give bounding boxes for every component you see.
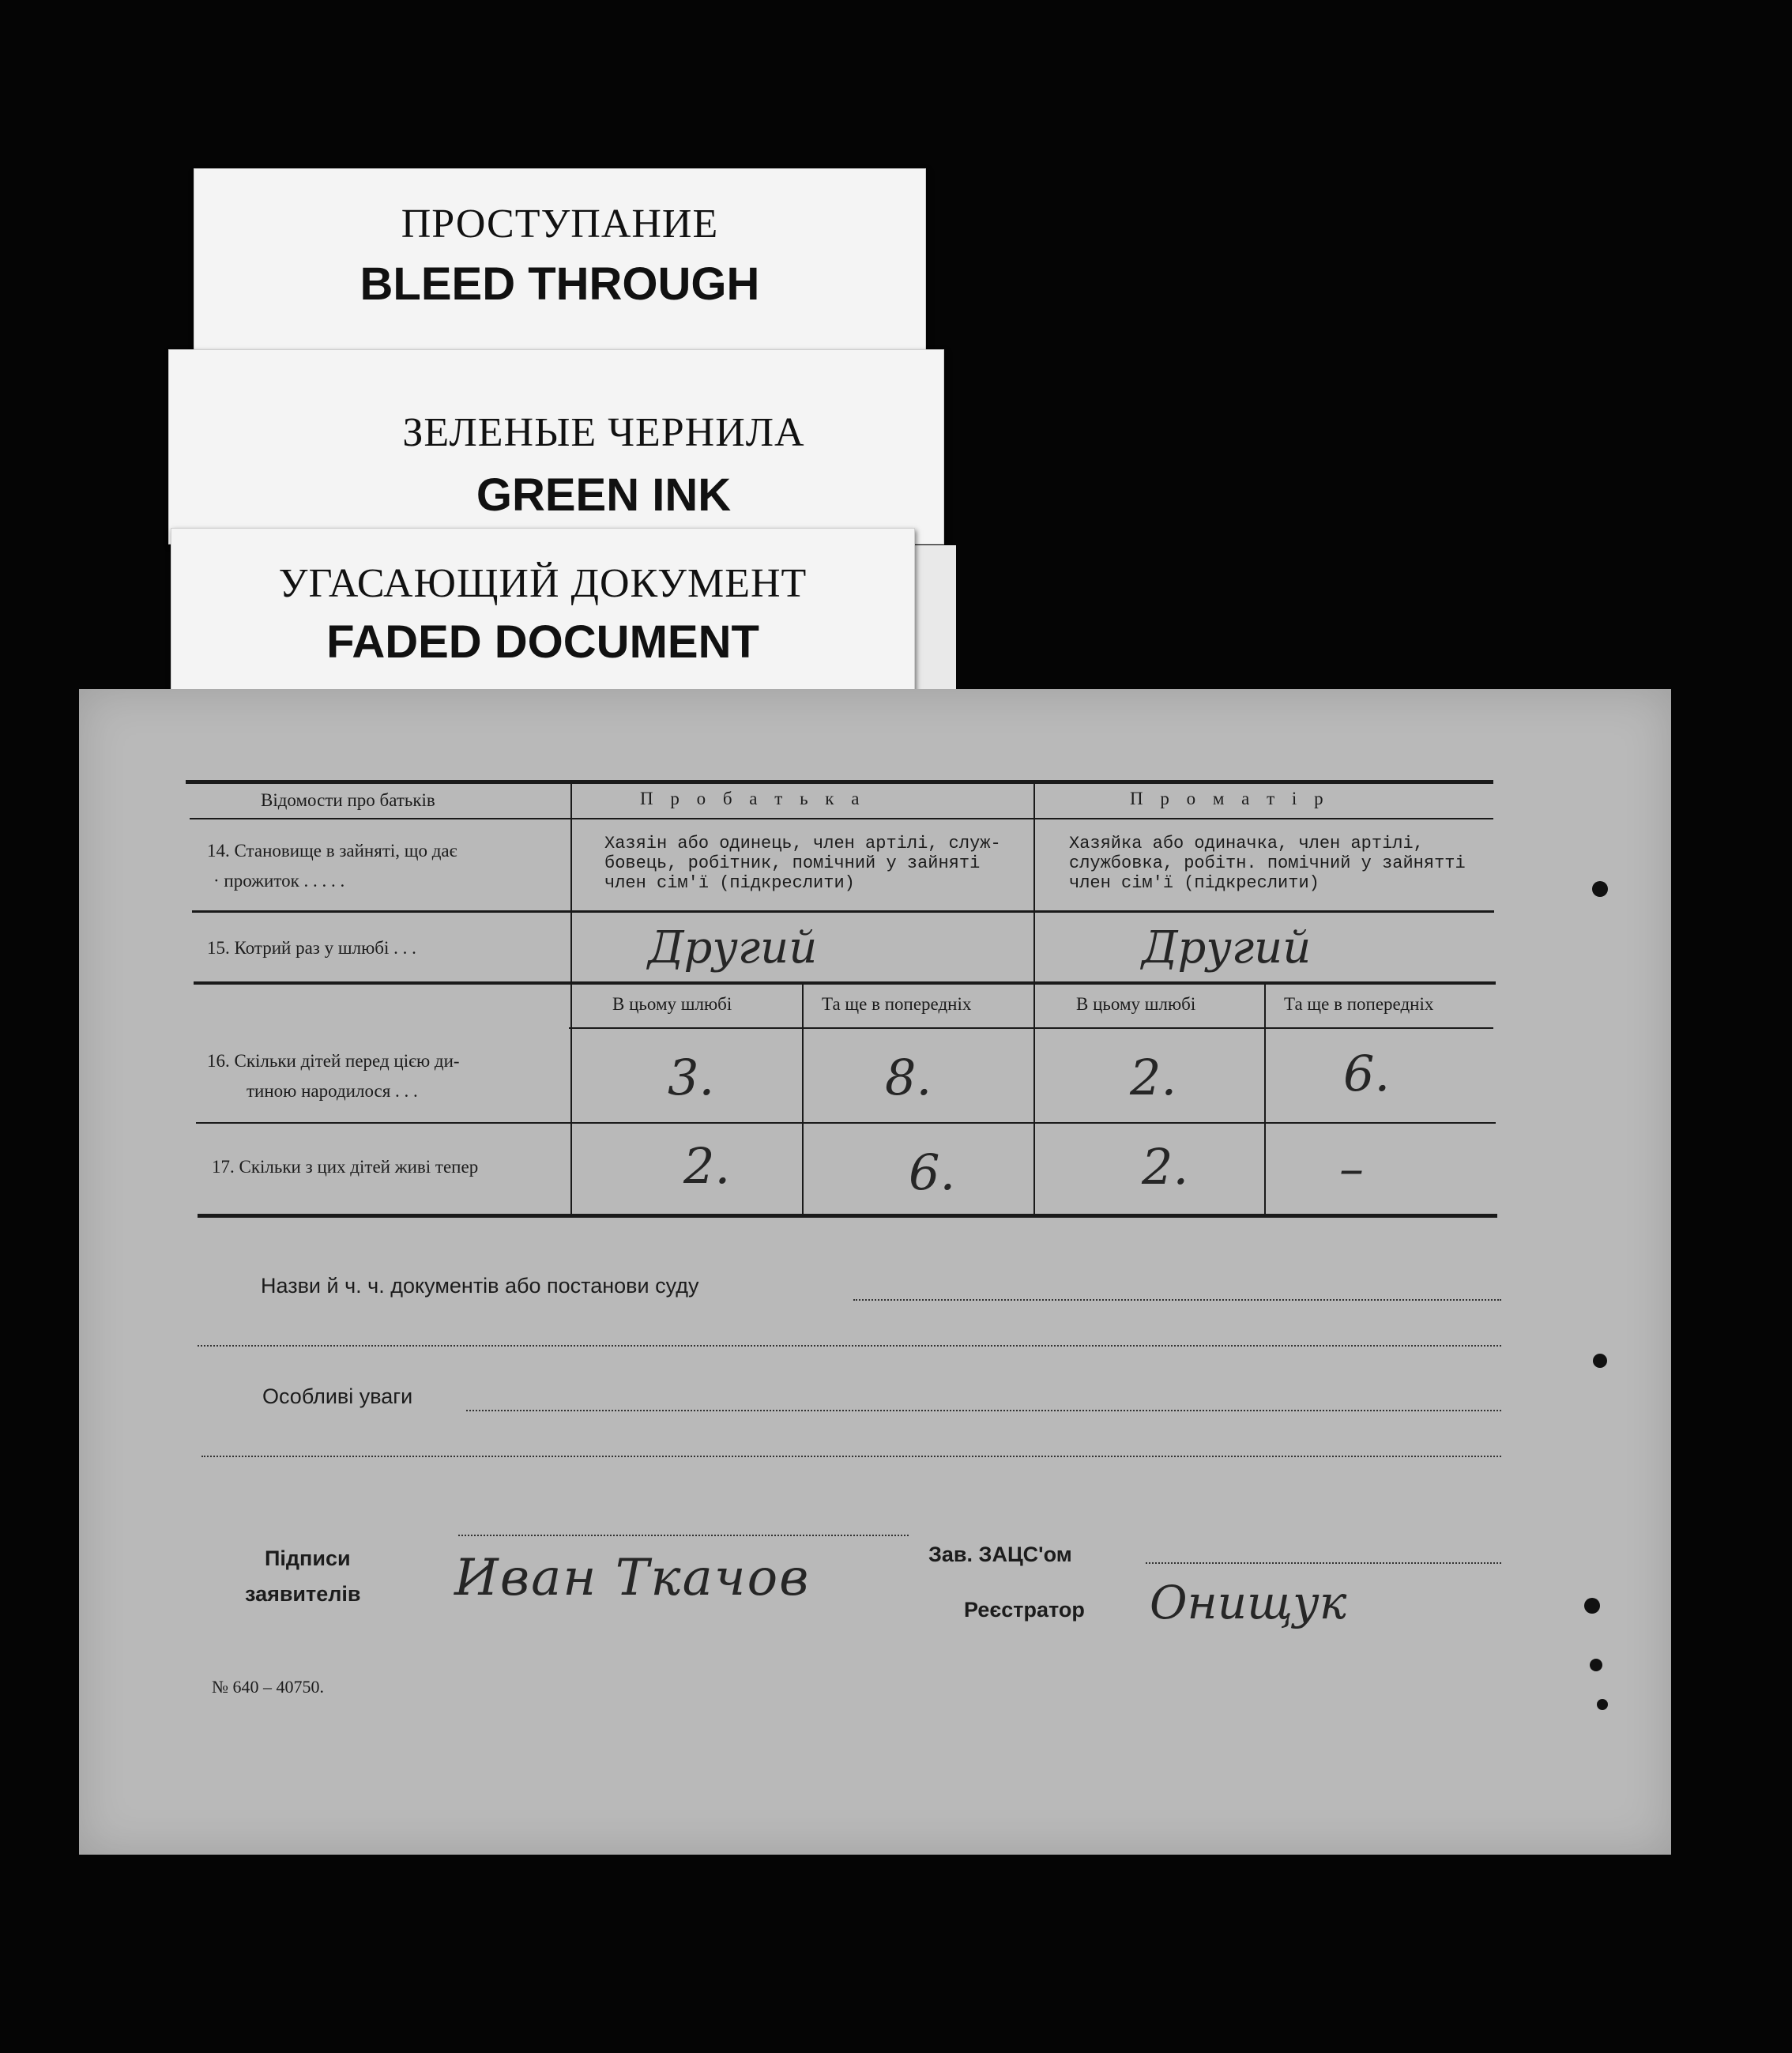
faded-document-tag	[171, 528, 915, 711]
row16-value-1: 3.	[668, 1049, 715, 1106]
table-bottom-rule	[198, 1214, 1497, 1218]
col-divider-4	[1264, 983, 1266, 1215]
registrar-label: Реєстратор	[964, 1598, 1085, 1622]
documents-line-2	[198, 1345, 1501, 1347]
col-divider-1	[570, 782, 572, 1215]
row15-mother-handwriting: Другий	[1142, 922, 1312, 974]
row17-value-3: 2.	[1142, 1138, 1189, 1196]
special-notes-line	[466, 1410, 1501, 1411]
header-col0: Відомости про батьків	[261, 790, 435, 810]
applicants-label-1: Підписи	[265, 1546, 351, 1570]
applicants-label-2: заявителів	[245, 1582, 361, 1606]
special-notes-label: Особливі уваги	[262, 1384, 413, 1408]
row16-label-2: тиною народилося . . .	[247, 1081, 418, 1101]
documents-line	[853, 1299, 1501, 1301]
row17-value-2: 6.	[909, 1143, 956, 1201]
row14-label-2: · прожиток . . . . .	[213, 871, 345, 891]
row15-rule	[194, 981, 1496, 985]
col-divider-3	[802, 983, 804, 1215]
row17-value-4: –	[1339, 1140, 1364, 1197]
row15-label: 15. Котрий раз у шлюбі . . .	[207, 938, 416, 958]
row17-label: 17. Скільки з цих дітей живі тепер	[212, 1157, 479, 1177]
row14-father-options: Хазяін або одинець, член артілі, служ- бовець, робітник, помічний у зайняті член сім'ї (підкреслити)	[604, 834, 1001, 893]
row16-value-3: 2.	[1130, 1049, 1177, 1106]
row14-label-1: 14. Становище в зайняті, що дає	[207, 841, 457, 861]
green-ink-ru: ЗЕЛЕНЫЕ ЧЕРНИЛА	[402, 410, 805, 455]
documents-label: Назви й ч. ч. документів або постанови суду	[261, 1274, 699, 1298]
header-rule	[190, 818, 1493, 819]
subheader-mother-previous: Та ще в попередніх	[1284, 994, 1434, 1014]
row16-value-2: 8.	[885, 1049, 932, 1106]
row16-label-1: 16. Скільки дітей перед цією ди-	[207, 1051, 460, 1071]
subheader-father-current: В цьому шлюбі	[612, 994, 732, 1014]
applicants-signature: Иван Ткачов	[454, 1549, 811, 1607]
applicants-signature-line	[458, 1535, 909, 1536]
special-notes-line-2	[201, 1456, 1501, 1457]
green-ink-tag	[168, 349, 944, 544]
row14-mother-options: Хазяйка або одиначка, член артілі, службовка, робітн. помічний у зайнятті член сім'ї (підкреслити)	[1069, 834, 1466, 893]
faded-document-ru: УГАСАЮЩИЙ ДОКУМЕНТ	[278, 561, 808, 606]
subheader-rule	[569, 1027, 1493, 1029]
registrar-signature: Онищук	[1150, 1576, 1347, 1629]
registration-form	[79, 689, 1671, 1855]
green-ink-en: GREEN INK	[476, 469, 732, 521]
row17-value-1: 2.	[683, 1137, 731, 1195]
bleed-through-en: BLEED THROUGH	[360, 258, 760, 310]
row16-rule	[196, 1122, 1496, 1124]
header-mother: П р о м а т і р	[1130, 789, 1330, 808]
subheader-mother-current: В цьому шлюбі	[1076, 994, 1196, 1014]
row14-rule	[192, 910, 1494, 913]
head-line	[1146, 1562, 1501, 1564]
row16-value-4: 6.	[1343, 1045, 1391, 1102]
bleed-through-tag	[194, 168, 926, 364]
header-father: П р о б а т ь к а	[640, 789, 866, 808]
binding-holes	[1564, 784, 1659, 1732]
col-divider-2	[1033, 782, 1035, 1215]
faded-document-en: FADED DOCUMENT	[326, 616, 759, 668]
table-top-rule	[186, 780, 1493, 784]
tag-fold	[909, 545, 956, 710]
subheader-father-previous: Та ще в попередніх	[822, 994, 972, 1014]
row15-father-handwriting: Другий	[648, 922, 818, 974]
head-zags-label: Зав. ЗАЦС'ом	[928, 1543, 1072, 1566]
form-number: № 640 – 40750.	[212, 1677, 324, 1697]
bleed-through-ru: ПРОСТУПАНИЕ	[401, 202, 719, 247]
